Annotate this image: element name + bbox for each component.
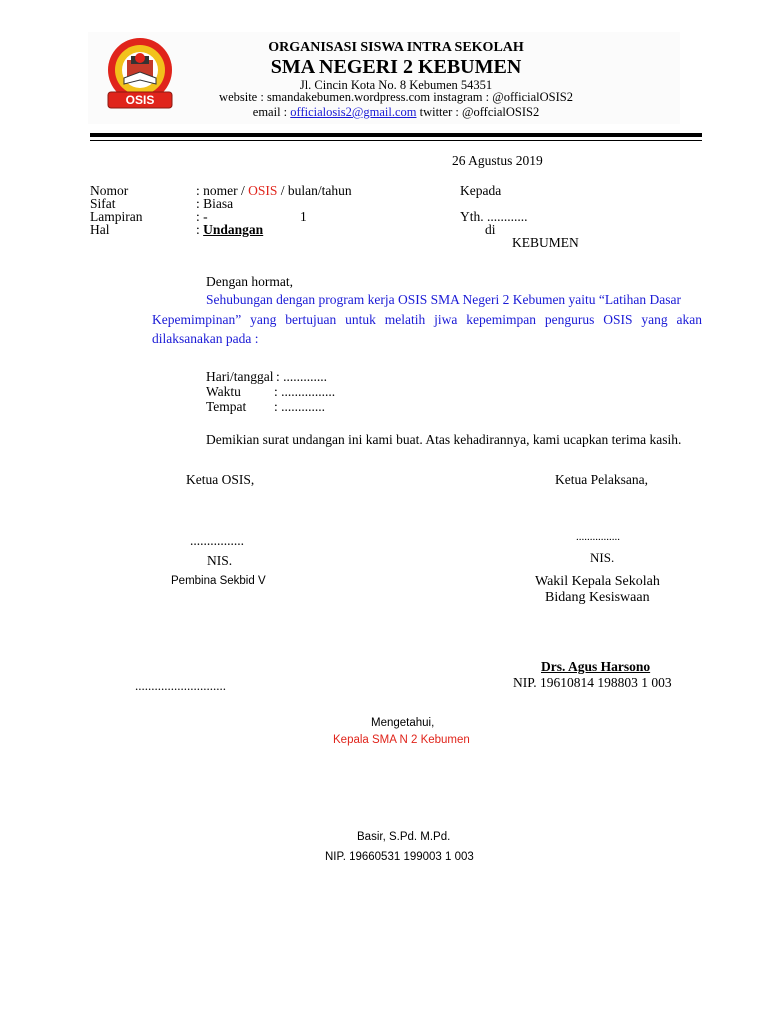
email-link[interactable]: officialosis2@gmail.com — [290, 105, 417, 119]
ketua-osis-dots: ................ — [190, 533, 244, 548]
hari-value: : ............. — [276, 369, 328, 384]
tempat-value: : ............. — [274, 399, 326, 414]
lampiran-count: 1 — [300, 209, 307, 224]
nomor-suffix: / bulan/tahun — [277, 183, 352, 198]
ketua-pelaksana-dots: ................ — [576, 531, 620, 543]
mengetahui-label: Mengetahui, — [371, 717, 435, 729]
lampiran-value: : - — [196, 209, 208, 224]
hal-label: Hal — [90, 222, 110, 237]
recipient-yth: Yth. ............ — [460, 209, 528, 224]
kepala-nip: NIP. 19660531 199003 1 003 — [325, 851, 474, 863]
hal-colon: : — [196, 222, 204, 237]
body-paragraph-line2 — [152, 310, 702, 330]
kepala-sekolah-title: Kepala SMA N 2 Kebumen — [333, 734, 470, 746]
hal-subject: Undangan — [203, 222, 264, 237]
email-label: email : — [252, 105, 291, 119]
wakasek-nip: NIP. 19610814 198803 1 003 — [513, 675, 672, 690]
ketua-pelaksana-nis: NIS. — [590, 550, 615, 565]
nomor-osis: OSIS — [248, 183, 278, 198]
wakasek-title-line1: Wakil Kepala Sekolah — [535, 574, 660, 589]
greeting: Dengan hormat, — [206, 274, 293, 289]
org-line: ORGANISASI SISWA INTRA SEKOLAH — [268, 40, 524, 55]
address: Jl. Cincin Kota No. 8 Kebumen 54351 — [299, 78, 493, 92]
waktu-label: Waktu — [206, 384, 241, 399]
header-divider-thin — [90, 140, 702, 141]
ketua-osis-title: Ketua OSIS, — [186, 472, 255, 487]
recipient-city: KEBUMEN — [512, 235, 579, 250]
lampiran-label: Lampiran — [90, 209, 143, 224]
waktu-value: : ................ — [274, 384, 336, 399]
tempat-label: Tempat — [206, 399, 247, 414]
para-line2: Kepemimpinan” yang bertujuan untuk melatih jiwa kepemimpan pengurus OSIS yang akan — [152, 312, 702, 327]
sifat-value: : Biasa — [196, 196, 234, 211]
pembina-dots: ............................ — [135, 678, 226, 693]
para-line1: Sehubungan dengan program kerja OSIS SMA Negeri 2 Kebumen yaitu “Latihan Dasar — [206, 292, 682, 307]
body-paragraph-line3: dilaksanakan pada : — [152, 331, 259, 346]
website-line: website : smandakebumen.wordpress.com instagram : @officialOSIS2 — [219, 90, 573, 104]
wakasek-name: Drs. Agus Harsono — [541, 659, 651, 674]
closing-sentence: Demikian surat undangan ini kami buat. Atas kehadirannya, kami ucapkan terima kasih. — [206, 432, 682, 447]
twitter-handle: twitter : @offcialOSIS2 — [416, 105, 540, 119]
contact-line — [253, 105, 539, 120]
sifat-label: Sifat — [90, 196, 116, 211]
body-paragraph-line1 — [206, 290, 702, 310]
ketua-pelaksana-title: Ketua Pelaksana, — [555, 472, 648, 487]
ketua-osis-nis: NIS. — [207, 553, 233, 568]
kepala-name: Basir, S.Pd. M.Pd. — [357, 831, 451, 843]
nomor-prefix: : nomer / — [196, 183, 249, 198]
letter-date: 26 Agustus 2019 — [452, 153, 543, 168]
nomor-label: Nomor — [90, 183, 129, 198]
hari-label: Hari/tanggal — [206, 369, 274, 384]
logo-text: OSIS — [125, 93, 155, 107]
recipient-kepada: Kepada — [460, 183, 502, 198]
school-name: SMA NEGERI 2 KEBUMEN — [270, 56, 522, 78]
pembina-title: Pembina Sekbid V — [171, 575, 266, 587]
recipient-di: di — [485, 222, 496, 237]
hal-value — [196, 222, 263, 238]
header-divider-thick — [90, 133, 702, 137]
wakasek-title-line2: Bidang Kesiswaan — [545, 590, 650, 605]
osis-logo-icon — [100, 34, 180, 114]
